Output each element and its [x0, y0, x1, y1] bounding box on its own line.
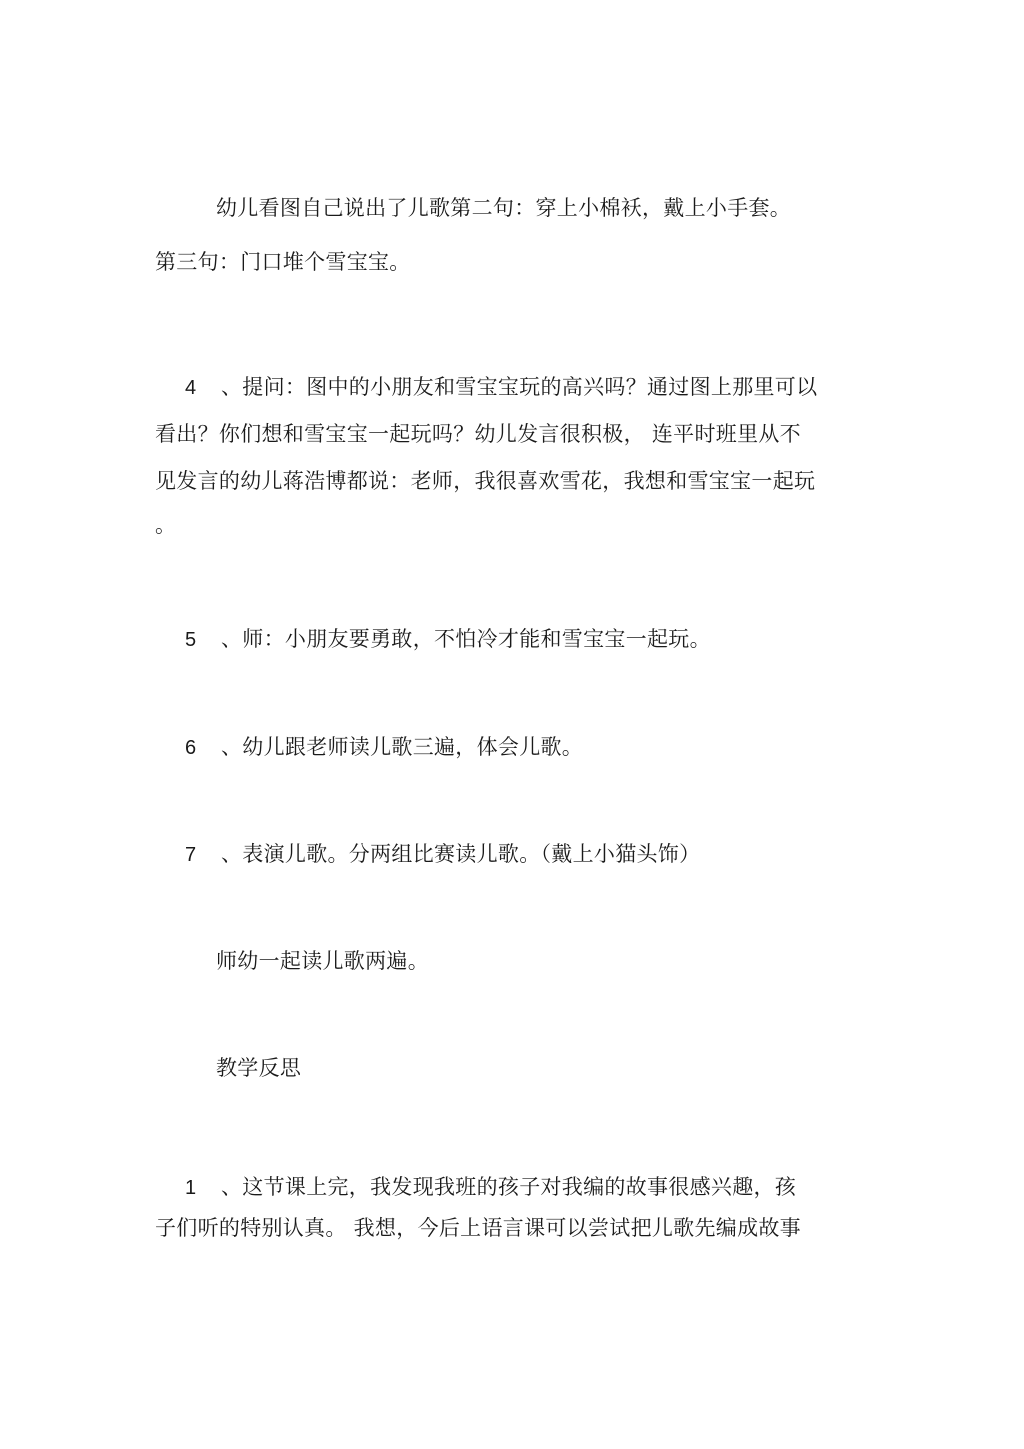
item6-number: 6: [185, 737, 197, 759]
item7-text: 、表演儿歌。分两组比赛读儿歌。（戴上小猫头饰）: [221, 842, 701, 866]
item4-line3: 见发言的幼儿蒋浩博都说：老师，我很喜欢雪花，我想和雪宝宝一起玩: [155, 469, 816, 493]
item5: [185, 629, 711, 650]
item4-line4: 。: [155, 513, 177, 537]
item7: [185, 844, 700, 865]
item7-number: 7: [185, 844, 197, 866]
item5-number: 5: [185, 629, 197, 651]
para-together: 师幼一起读儿歌两遍。: [216, 949, 429, 973]
reflection1-text-line1: 、这节课上完，我发现我班的孩子对我编的故事很感兴趣，孩: [221, 1175, 797, 1199]
reflection1-number: 1: [185, 1177, 197, 1199]
reflection1-line1: [185, 1177, 796, 1198]
item4-line1: [185, 377, 817, 398]
item4-line2: 看出？你们想和雪宝宝一起玩吗？幼儿发言很积极， 连平时班里从不: [155, 422, 801, 446]
item5-text: 、师：小朋友要勇敢，不怕冷才能和雪宝宝一起玩。: [221, 627, 711, 651]
item6-text: 、幼儿跟老师读儿歌三遍，体会儿歌。: [221, 735, 584, 759]
item4-number: 4: [185, 377, 197, 399]
para1-line2: 第三句：门口堆个雪宝宝。: [155, 250, 411, 274]
para1-line1: 幼儿看图自己说出了儿歌第二句：穿上小棉袄，戴上小手套。: [216, 196, 792, 220]
item6: [185, 737, 583, 758]
heading-reflection: 教学反思: [216, 1056, 302, 1080]
item4-text-line1: 、提问：图中的小朋友和雪宝宝玩的高兴吗？通过图上那里可以: [221, 375, 818, 399]
reflection1-line2: 子们听的特别认真。 我想，今后上语言课可以尝试把儿歌先编成故事: [155, 1216, 801, 1240]
